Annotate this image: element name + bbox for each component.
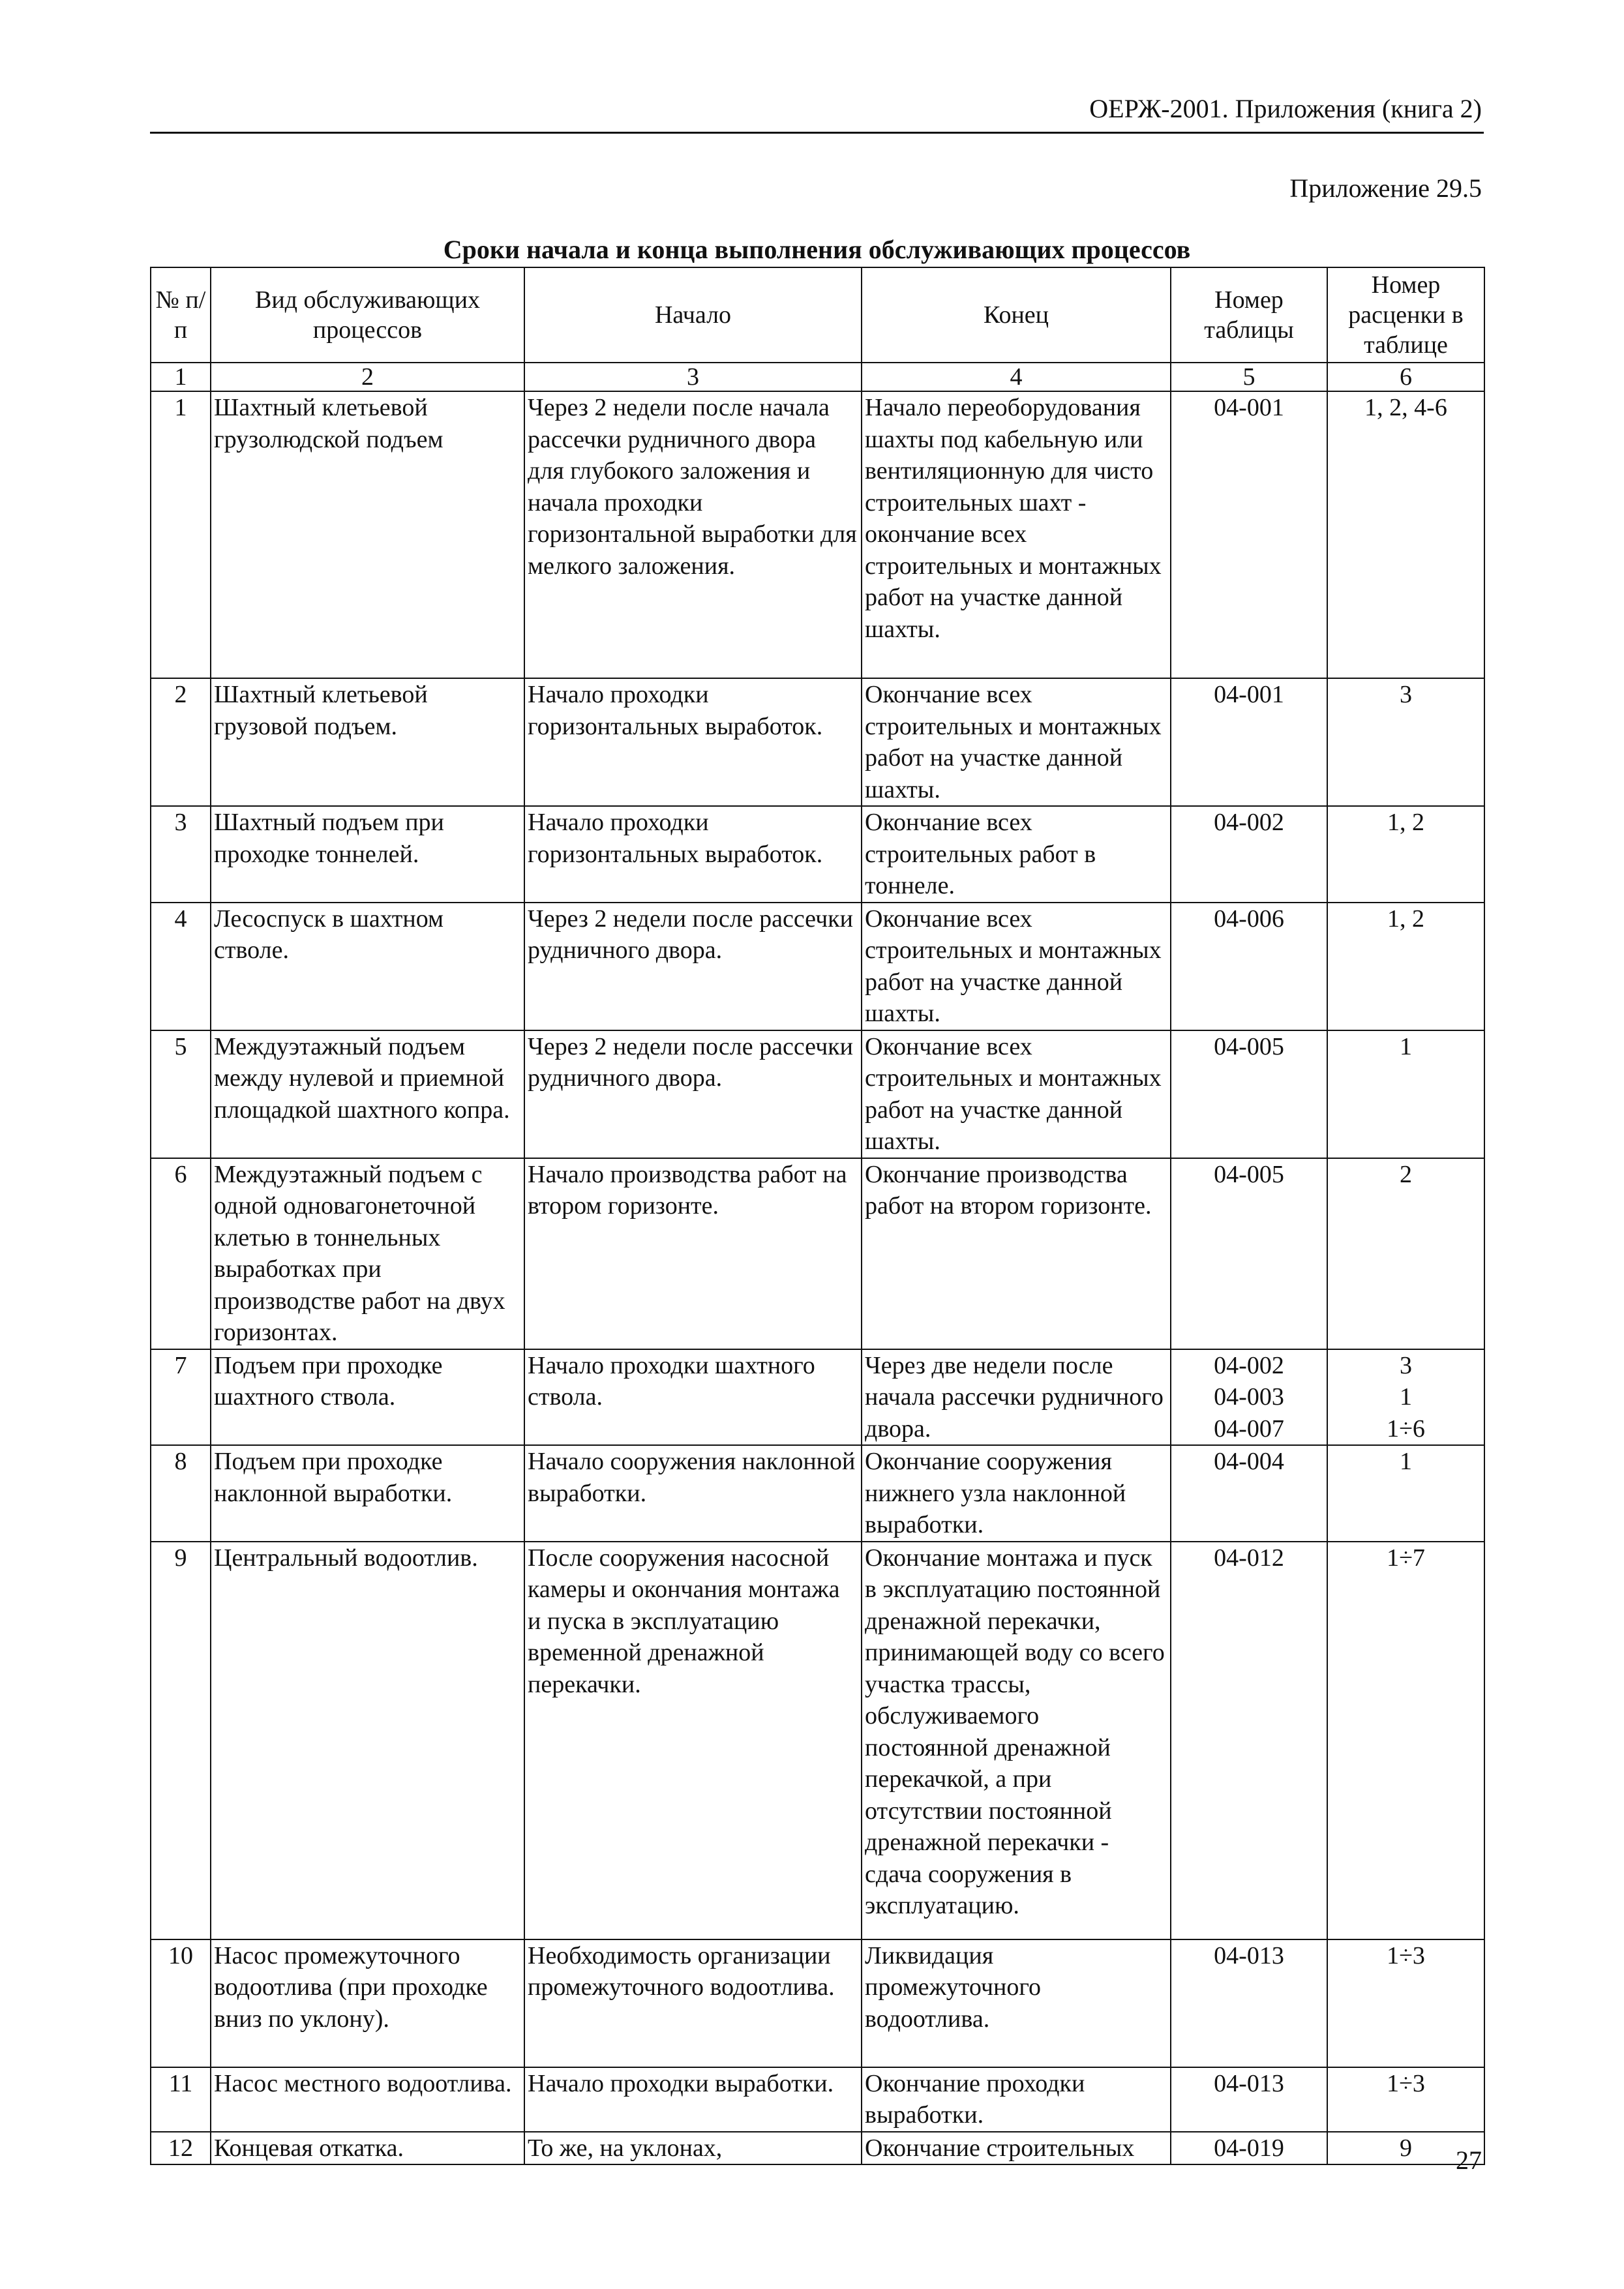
table-row <box>151 1158 1484 1349</box>
process-type-cell: Насос местного водоотлива. <box>211 2067 524 2132</box>
process-type-cell: Междуэтажный подъем с одной одновагонеточной клетью в тоннельных выработках при производстве работ на двух горизонтах. <box>211 1158 524 1349</box>
table-row <box>151 678 1484 806</box>
table-row <box>151 1939 1484 2067</box>
process-type-cell: Насос промежуточного водоотлива (при проходке вниз по уклону). <box>211 1939 524 2067</box>
table-header-row <box>151 267 1484 363</box>
row-number-cell: 3 <box>151 806 211 903</box>
start-cell: Начало производства работ на втором горизонте. <box>524 1158 862 1349</box>
table-number-cell <box>1171 1445 1327 1542</box>
table-number-cell <box>1171 903 1327 1030</box>
process-type-cell: Шахтный клетьевой грузолюдской подъем <box>211 391 524 678</box>
appendix-label: Приложение 29.5 <box>1289 173 1482 203</box>
rate-number: 2 <box>1400 1160 1412 1188</box>
start-cell: После сооружения насосной камеры и окончания монтажа и пуска в эксплуатацию временной дренажной перекачки. <box>524 1542 862 1939</box>
process-type-cell: Лесоспуск в шахтном стволе. <box>211 903 524 1030</box>
start-cell: Начало сооружения наклонной выработки. <box>524 1445 862 1542</box>
rate-number: 1 <box>1400 1383 1412 1411</box>
end-cell: Окончание монтажа и пуск в эксплуатацию постоянной дренажной перекачки, принимающей воду со всего участка трассы, обслуживаемого постоянной дренажной перекачкой, а при отсутствии постоянной дренажной перекачки - сдача сооружения в эксплуатацию. <box>862 1542 1171 1939</box>
rate-number: 3 <box>1400 1351 1412 1379</box>
table-number: 04-001 <box>1214 394 1284 421</box>
rate-number-cell <box>1327 1542 1484 1939</box>
column-index: 5 <box>1171 363 1327 391</box>
column-header-end: Конец <box>862 267 1171 363</box>
start-cell: Через 2 недели после рассечки рудничного двора. <box>524 903 862 1030</box>
row-number-cell: 12 <box>151 2132 211 2165</box>
end-cell: Через две недели после начала рассечки рудничного двора. <box>862 1349 1171 1446</box>
table-number-cell <box>1171 1030 1327 1158</box>
table-number: 04-004 <box>1214 1448 1284 1475</box>
rate-number-cell <box>1327 1445 1484 1542</box>
start-cell: Начало проходки шахтного ствола. <box>524 1349 862 1446</box>
start-cell: Необходимость организации промежуточного водоотлива. <box>524 1939 862 2067</box>
table-row <box>151 2132 1484 2165</box>
table-number: 04-013 <box>1214 2069 1284 2097</box>
document-header-title: ОЕРЖ-2001. Приложения (книга 2) <box>1089 94 1482 123</box>
end-cell: Окончание всех строительных и монтажных работ на участке данной шахты. <box>862 678 1171 806</box>
table-row <box>151 391 1484 678</box>
rate-number-cell <box>1327 903 1484 1030</box>
column-index: 3 <box>524 363 862 391</box>
column-index-row <box>151 363 1484 391</box>
column-header-table-number: Номер таблицы <box>1171 267 1327 363</box>
process-type-cell: Шахтный клетьевой грузовой подъем. <box>211 678 524 806</box>
end-cell: Окончание строительных <box>862 2132 1171 2165</box>
table-row <box>151 1349 1484 1446</box>
process-type-cell: Подъем при проходке наклонной выработки. <box>211 1445 524 1542</box>
table-number: 04-007 <box>1214 1414 1284 1443</box>
table-number-cell <box>1171 806 1327 903</box>
start-cell: Через 2 недели после начала рассечки рудничного двора для глубокого заложения и начала проходки горизонтальной выработки для мелкого заложения. <box>524 391 862 678</box>
table-number: 04-012 <box>1214 1544 1284 1572</box>
rate-number: 1 <box>1400 1448 1412 1475</box>
start-cell: То же, на уклонах, <box>524 2132 862 2165</box>
process-type-cell: Центральный водоотлив. <box>211 1542 524 1939</box>
table-number-cell <box>1171 1939 1327 2067</box>
rate-number: 1 <box>1400 1032 1412 1060</box>
table-row <box>151 1542 1484 1939</box>
row-number-cell: 4 <box>151 903 211 1030</box>
end-cell: Окончание всех строительных работ в тоннеле. <box>862 806 1171 903</box>
column-index: 2 <box>211 363 524 391</box>
table-number-cell <box>1171 1158 1327 1349</box>
table-row <box>151 903 1484 1030</box>
rate-number: 1÷3 <box>1387 2069 1425 2097</box>
rate-number-cell <box>1327 1349 1484 1446</box>
table-number-cell <box>1171 2132 1327 2165</box>
table-number: 04-006 <box>1214 905 1284 933</box>
start-cell: Через 2 недели после рассечки рудничного двора. <box>524 1030 862 1158</box>
column-header-start: Начало <box>524 267 862 363</box>
start-cell: Начало проходки выработки. <box>524 2067 862 2132</box>
row-number-cell: 2 <box>151 678 211 806</box>
row-number-cell: 8 <box>151 1445 211 1542</box>
rate-number-cell <box>1327 391 1484 678</box>
column-header-number: № п/п <box>151 267 211 363</box>
table-number: 04-002 <box>1214 1351 1284 1379</box>
table-number: 04-005 <box>1214 1032 1284 1060</box>
table-title: Сроки начала и конца выполнения обслуживающих процессов <box>443 235 1191 264</box>
table-row <box>151 2067 1484 2132</box>
rate-number: 1, 2 <box>1387 809 1424 836</box>
rate-number-cell <box>1327 1939 1484 2067</box>
rate-number: 3 <box>1400 681 1412 708</box>
rate-number-cell <box>1327 678 1484 806</box>
table-number: 04-002 <box>1214 809 1284 836</box>
table-number: 04-013 <box>1214 1941 1284 1969</box>
table-number-cell <box>1171 2067 1327 2132</box>
row-number-cell: 7 <box>151 1349 211 1446</box>
end-cell: Начало переоборудования шахты под кабельную или вентиляционную для чисто строительных шахт - окончание всех строительных и монтажных работ на участке данной шахты. <box>862 391 1171 678</box>
rate-number-cell <box>1327 806 1484 903</box>
table-number: 04-003 <box>1214 1383 1284 1411</box>
rate-number: 1÷6 <box>1387 1414 1425 1443</box>
rate-number: 1÷3 <box>1387 1941 1425 1969</box>
row-number-cell: 1 <box>151 391 211 678</box>
row-number-cell: 11 <box>151 2067 211 2132</box>
rate-number-cell <box>1327 1158 1484 1349</box>
column-header-type: Вид обслуживающих процессов <box>211 267 524 363</box>
process-type-cell: Концевая откатка. <box>211 2132 524 2165</box>
row-number-cell: 5 <box>151 1030 211 1158</box>
column-index: 6 <box>1327 363 1484 391</box>
end-cell: Окончание проходки выработки. <box>862 2067 1171 2132</box>
header-divider <box>150 132 1484 134</box>
rate-number-cell <box>1327 1030 1484 1158</box>
end-cell: Окончание сооружения нижнего узла наклонной выработки. <box>862 1445 1171 1542</box>
table-number: 04-005 <box>1214 1160 1284 1188</box>
rate-number: 1, 2 <box>1387 905 1424 933</box>
end-cell: Окончание производства работ на втором горизонте. <box>862 1158 1171 1349</box>
end-cell: Окончание всех строительных и монтажных работ на участке данной шахты. <box>862 1030 1171 1158</box>
start-cell: Начало проходки горизонтальных выработок. <box>524 806 862 903</box>
table-number: 04-019 <box>1214 2134 1284 2162</box>
table-number-cell <box>1171 1349 1327 1446</box>
column-index: 4 <box>862 363 1171 391</box>
table-row <box>151 806 1484 903</box>
end-cell: Ликвидация промежуточного водоотлива. <box>862 1939 1171 2067</box>
table-number: 04-001 <box>1214 681 1284 708</box>
table-number-cell <box>1171 391 1327 678</box>
table-row <box>151 1030 1484 1158</box>
rate-number-cell <box>1327 2067 1484 2132</box>
start-cell: Начало проходки горизонтальных выработок. <box>524 678 862 806</box>
column-index: 1 <box>151 363 211 391</box>
rate-number: 1, 2, 4-6 <box>1364 394 1447 421</box>
processes-table <box>150 267 1485 2165</box>
rate-number: 9 <box>1400 2134 1412 2162</box>
process-type-cell: Подъем при проходке шахтного ствола. <box>211 1349 524 1446</box>
table-number-cell <box>1171 1542 1327 1939</box>
process-type-cell: Междуэтажный подъем между нулевой и приемной площадкой шахтного копра. <box>211 1030 524 1158</box>
column-header-rate-number: Номер расценки в таблице <box>1327 267 1484 363</box>
table-row <box>151 1445 1484 1542</box>
rate-number: 1÷7 <box>1387 1544 1425 1572</box>
row-number-cell: 9 <box>151 1542 211 1939</box>
process-type-cell: Шахтный подъем при проходке тоннелей. <box>211 806 524 903</box>
end-cell: Окончание всех строительных и монтажных работ на участке данной шахты. <box>862 903 1171 1030</box>
row-number-cell: 10 <box>151 1939 211 2067</box>
row-number-cell: 6 <box>151 1158 211 1349</box>
page-number: 27 <box>1456 2146 1482 2175</box>
table-number-cell <box>1171 678 1327 806</box>
